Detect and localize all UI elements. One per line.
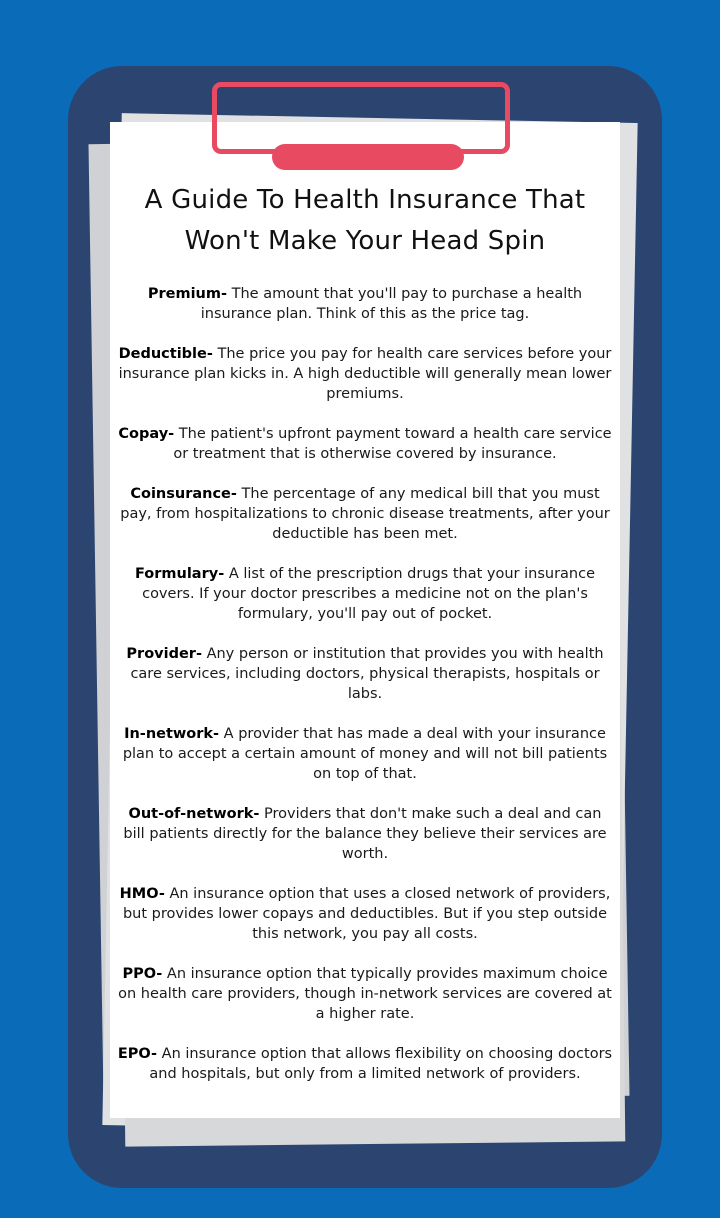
term-name: Formulary- (134, 566, 225, 582)
term-name: HMO- (119, 886, 165, 902)
term-definition: Providers that don't make such a deal and can bill patients directly for the balance they believe their services are worth. (123, 806, 607, 862)
term-name: PPO- (122, 966, 163, 982)
glossary-item-epo (116, 1044, 614, 1084)
term-definition: The price you pay for health care services before your insurance plan kicks in. A high deductible will generally mean lower premiums. (118, 346, 612, 402)
term-name: EPO- (117, 1046, 158, 1062)
page-title (110, 180, 620, 262)
glossary-item-in-network (116, 724, 614, 784)
glossary-item-premium (116, 284, 614, 324)
title-line: Won't Make Your Head Spin (184, 226, 546, 256)
term-name: Deductible- (118, 346, 213, 362)
term-name: Provider- (126, 646, 202, 662)
glossary-item-deductible (116, 344, 614, 404)
clipboard-clip-bar (272, 144, 464, 170)
term-definition: A provider that has made a deal with your insurance plan to accept a certain amount of money and will not bill patients on top of that. (122, 726, 608, 782)
term-name: Coinsurance- (130, 486, 237, 502)
glossary-item-ppo (116, 964, 614, 1024)
glossary-item-out-of-network (116, 804, 614, 864)
title-line: A Guide To Health Insurance That (144, 185, 586, 215)
term-definition: An insurance option that uses a closed network of providers, but provides lower copays and deductibles. But if you step outside this network, you pay all costs. (122, 886, 611, 942)
term-definition: The amount that you'll pay to purchase a health insurance plan. Think of this as the price tag. (200, 286, 583, 322)
term-name: In-network- (124, 726, 220, 742)
term-name: Copay- (118, 426, 175, 442)
term-definition: An insurance option that typically provides maximum choice on health care providers, though in-network services are covered at a higher rate. (118, 966, 612, 1022)
glossary-item-coinsurance (116, 484, 614, 544)
term-definition: Any person or institution that provides you with health care services, including doctors, physical therapists, hospitals or labs. (130, 646, 604, 702)
glossary-item-provider (116, 644, 614, 704)
glossary-list (116, 284, 614, 1104)
term-name: Premium- (147, 286, 228, 302)
glossary-item-copay (116, 424, 614, 464)
term-definition: A list of the prescription drugs that your insurance covers. If your doctor prescribes a medicine not on the plan's formulary, you'll pay out of pocket. (142, 566, 596, 622)
glossary-item-hmo (116, 884, 614, 944)
term-name: Out-of-network- (128, 806, 260, 822)
glossary-item-formulary (116, 564, 614, 624)
term-definition: The patient's upfront payment toward a health care service or treatment that is otherwise covered by insurance. (173, 426, 612, 462)
term-definition: The percentage of any medical bill that you must pay, from hospitalizations to chronic disease treatments, after your deductible has been met. (120, 486, 610, 542)
term-definition: An insurance option that allows flexibility on choosing doctors and hospitals, but only from a limited network of providers. (149, 1046, 613, 1082)
